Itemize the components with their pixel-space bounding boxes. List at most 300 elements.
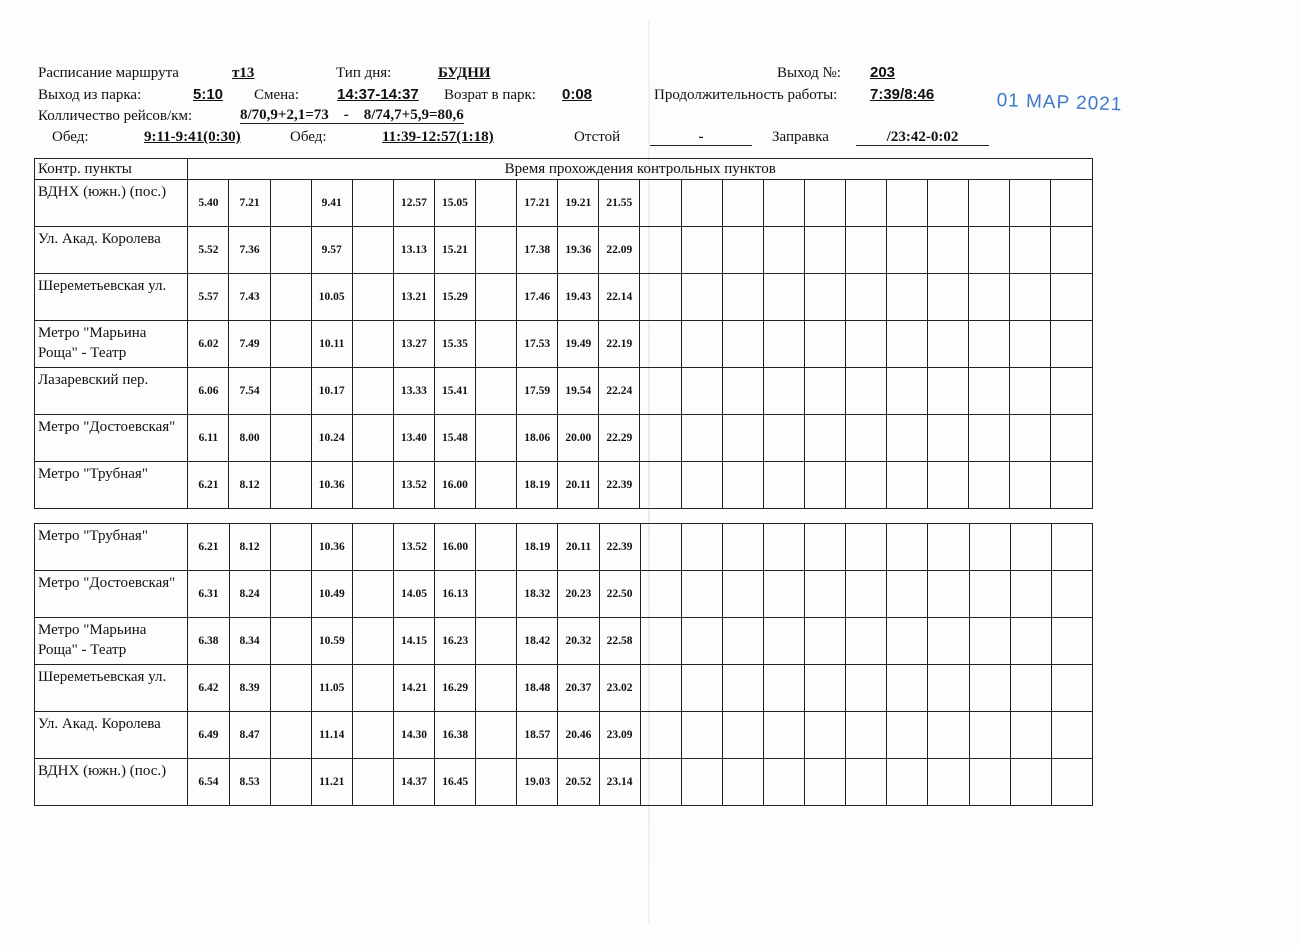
time-cell: 20.46 <box>558 712 599 759</box>
time-cell <box>722 759 763 806</box>
time-cell <box>640 712 681 759</box>
time-cell: 10.59 <box>311 618 352 665</box>
time-cell <box>681 524 722 571</box>
time-cell <box>763 415 804 462</box>
checkpoint-name: ВДНХ (южн.) (пос.) <box>35 759 188 806</box>
time-cell <box>640 524 681 571</box>
return-label: Возрат в парк: <box>444 87 536 103</box>
time-cell <box>722 712 763 759</box>
time-cell <box>805 571 846 618</box>
time-cell <box>886 321 927 368</box>
time-cell: 10.49 <box>311 571 352 618</box>
time-cell <box>640 368 681 415</box>
route-label: Расписание маршрута <box>38 65 179 81</box>
schedule-row <box>35 665 1093 712</box>
time-cell <box>928 712 969 759</box>
time-cell: 22.19 <box>599 321 640 368</box>
time-cell <box>352 571 393 618</box>
checkpoint-name: Шереметьевская ул. <box>35 665 188 712</box>
time-cell: 10.36 <box>311 462 352 509</box>
time-cell: 6.42 <box>188 665 229 712</box>
time-cell <box>352 321 393 368</box>
checkpoint-name: Ул. Акад. Королева <box>35 712 188 759</box>
lunch2-label: Обед: <box>290 129 327 145</box>
forward-schedule-table <box>34 158 1093 509</box>
time-cell: 19.36 <box>558 227 599 274</box>
time-cell: 17.59 <box>517 368 558 415</box>
time-cell <box>476 665 517 712</box>
time-cell: 6.02 <box>188 321 229 368</box>
time-cell <box>476 712 517 759</box>
time-cell <box>270 274 311 321</box>
time-cell <box>270 665 311 712</box>
time-cell: 5.57 <box>188 274 229 321</box>
schedule-row <box>35 712 1093 759</box>
time-cell: 10.24 <box>311 415 352 462</box>
time-cell: 7.36 <box>229 227 270 274</box>
time-cell <box>640 415 681 462</box>
time-cell: 22.50 <box>599 571 640 618</box>
checkpoint-name: Метро "Трубная" <box>35 462 188 509</box>
time-cell <box>804 180 845 227</box>
time-cell <box>722 462 763 509</box>
time-cell <box>681 227 722 274</box>
time-cell: 16.00 <box>434 462 475 509</box>
time-cell <box>722 524 763 571</box>
time-cell <box>270 524 311 571</box>
time-cell: 14.21 <box>393 665 434 712</box>
time-cell <box>640 321 681 368</box>
time-cell <box>846 524 887 571</box>
schedule-row <box>35 274 1093 321</box>
time-cell <box>804 462 845 509</box>
time-cell <box>476 368 517 415</box>
time-cell: 16.45 <box>435 759 476 806</box>
schedule-row <box>35 415 1093 462</box>
time-cell <box>722 665 763 712</box>
lunch1-label: Обед: <box>52 129 89 145</box>
time-cell <box>805 665 846 712</box>
time-cell: 20.00 <box>558 415 599 462</box>
time-cell: 18.32 <box>517 571 558 618</box>
time-cell <box>763 462 804 509</box>
time-cell: 22.24 <box>599 368 640 415</box>
time-cell: 15.21 <box>434 227 475 274</box>
time-cell <box>681 368 722 415</box>
time-cell <box>681 274 722 321</box>
time-cell <box>928 759 969 806</box>
time-cell: 15.29 <box>434 274 475 321</box>
time-cell <box>270 571 311 618</box>
time-cell <box>1051 227 1093 274</box>
time-cell <box>763 180 804 227</box>
time-cell <box>969 180 1010 227</box>
schedule-row <box>35 462 1093 509</box>
time-cell: 16.13 <box>435 571 476 618</box>
time-cell <box>681 415 722 462</box>
time-cell: 8.39 <box>229 665 270 712</box>
date-stamp: 01 MAP 2021 <box>996 90 1123 116</box>
time-cell <box>1010 712 1051 759</box>
time-cell <box>640 274 681 321</box>
time-cell: 15.48 <box>434 415 475 462</box>
time-cell: 23.14 <box>599 759 640 806</box>
time-cell <box>763 227 804 274</box>
time-cell <box>969 571 1010 618</box>
time-cell: 9.41 <box>311 180 352 227</box>
time-cell <box>928 274 969 321</box>
schedule-row <box>35 368 1093 415</box>
time-cell: 16.23 <box>435 618 476 665</box>
time-cell <box>352 180 393 227</box>
time-cell: 17.53 <box>517 321 558 368</box>
time-cell: 11.05 <box>311 665 352 712</box>
time-cell <box>270 180 311 227</box>
time-cell: 20.11 <box>558 462 599 509</box>
time-cell <box>804 368 845 415</box>
time-cell <box>969 462 1010 509</box>
checkpoint-name: Метро "Трубная" <box>35 524 188 571</box>
time-cell: 6.38 <box>188 618 229 665</box>
schedule-row <box>35 524 1093 571</box>
time-cell: 23.02 <box>599 665 640 712</box>
time-cell <box>1051 180 1093 227</box>
time-cell <box>1010 368 1051 415</box>
time-cell <box>1010 462 1051 509</box>
shift-value: 14:37-14:37 <box>337 86 419 103</box>
time-cell <box>352 618 393 665</box>
time-cell: 13.33 <box>393 368 434 415</box>
time-cell <box>722 321 763 368</box>
time-cell <box>969 227 1010 274</box>
time-cell <box>886 462 927 509</box>
time-cell <box>681 712 722 759</box>
time-cell <box>476 759 517 806</box>
time-cell: 8.12 <box>229 524 270 571</box>
time-cell: 19.43 <box>558 274 599 321</box>
time-cell <box>887 665 928 712</box>
time-cell <box>845 321 886 368</box>
time-cell <box>846 618 887 665</box>
lunch2-value: 11:39-12:57(1:18) <box>382 129 494 145</box>
time-cell <box>969 759 1010 806</box>
time-cell <box>845 180 886 227</box>
times-header: Время прохождения контрольных пунктов <box>188 159 1093 180</box>
time-cell <box>352 712 393 759</box>
time-cell <box>352 462 393 509</box>
time-cell <box>1051 571 1092 618</box>
time-cell <box>681 618 722 665</box>
time-cell: 22.39 <box>599 462 640 509</box>
time-cell <box>969 321 1010 368</box>
time-cell: 22.09 <box>599 227 640 274</box>
time-cell: 6.31 <box>188 571 229 618</box>
time-cell <box>886 415 927 462</box>
time-cell <box>722 227 763 274</box>
time-cell <box>1010 665 1051 712</box>
time-cell: 11.14 <box>311 712 352 759</box>
time-cell <box>1010 227 1051 274</box>
time-cell: 10.05 <box>311 274 352 321</box>
time-cell: 20.32 <box>558 618 599 665</box>
time-cell: 19.54 <box>558 368 599 415</box>
time-cell: 11.21 <box>311 759 352 806</box>
time-cell <box>270 618 311 665</box>
time-cell <box>846 571 887 618</box>
time-cell <box>640 227 681 274</box>
time-cell <box>763 571 804 618</box>
time-cell <box>887 571 928 618</box>
layover-value: - <box>650 129 752 146</box>
time-cell <box>1010 524 1051 571</box>
time-cell <box>763 368 804 415</box>
time-cell <box>763 321 804 368</box>
time-cell: 6.49 <box>188 712 229 759</box>
time-cell <box>886 227 927 274</box>
time-cell <box>270 759 311 806</box>
time-cell <box>476 274 517 321</box>
time-cell <box>928 524 969 571</box>
time-cell <box>722 618 763 665</box>
time-cell <box>640 462 681 509</box>
time-cell <box>846 712 887 759</box>
time-cell: 6.21 <box>188 524 229 571</box>
time-cell: 19.03 <box>517 759 558 806</box>
checkpoint-name: Ул. Акад. Королева <box>35 227 188 274</box>
time-cell <box>845 462 886 509</box>
time-cell: 12.57 <box>393 180 434 227</box>
time-cell <box>270 368 311 415</box>
time-cell: 22.39 <box>599 524 640 571</box>
time-cell: 14.37 <box>393 759 434 806</box>
time-cell: 21.55 <box>599 180 640 227</box>
time-cell: 13.52 <box>393 462 434 509</box>
layover-label: Отстой <box>574 129 621 145</box>
time-cell <box>681 462 722 509</box>
time-cell: 8.12 <box>229 462 270 509</box>
time-cell: 16.38 <box>435 712 476 759</box>
time-cell <box>476 321 517 368</box>
time-cell <box>969 665 1010 712</box>
backward-schedule-table <box>34 523 1093 806</box>
time-cell <box>969 368 1010 415</box>
checkpoint-name: ВДНХ (южн.) (пос.) <box>35 180 188 227</box>
time-cell <box>887 759 928 806</box>
exit-value: 203 <box>870 64 896 81</box>
time-cell <box>805 712 846 759</box>
time-cell <box>804 227 845 274</box>
time-cell <box>1051 618 1092 665</box>
time-cell: 16.00 <box>435 524 476 571</box>
time-cell <box>476 415 517 462</box>
time-cell <box>928 571 969 618</box>
time-cell <box>928 618 969 665</box>
time-cell <box>887 618 928 665</box>
time-cell <box>805 759 846 806</box>
time-cell <box>476 227 517 274</box>
time-cell: 18.42 <box>517 618 558 665</box>
time-cell <box>681 665 722 712</box>
time-cell <box>1010 759 1051 806</box>
time-cell <box>805 618 846 665</box>
time-cell <box>763 759 804 806</box>
time-cell: 10.36 <box>311 524 352 571</box>
time-cell <box>352 524 393 571</box>
time-cell <box>640 571 681 618</box>
shift-label: Смена: <box>254 87 300 103</box>
time-cell: 13.27 <box>393 321 434 368</box>
time-cell <box>352 368 393 415</box>
time-cell <box>1051 321 1093 368</box>
time-cell: 15.35 <box>434 321 475 368</box>
time-cell <box>270 712 311 759</box>
time-cell <box>763 618 804 665</box>
time-cell <box>928 321 969 368</box>
time-cell <box>805 524 846 571</box>
time-cell: 8.00 <box>229 415 270 462</box>
time-cell <box>969 274 1010 321</box>
time-cell: 23.09 <box>599 712 640 759</box>
time-cell: 7.43 <box>229 274 270 321</box>
time-cell: 18.06 <box>517 415 558 462</box>
trips-value: 8/70,9+2,1=73 - 8/74,7+5,9=80,6 <box>240 107 464 123</box>
time-cell <box>1010 618 1051 665</box>
time-cell <box>886 368 927 415</box>
time-cell <box>681 321 722 368</box>
time-cell: 10.11 <box>311 321 352 368</box>
schedule-row <box>35 759 1093 806</box>
time-cell: 5.52 <box>188 227 229 274</box>
time-cell <box>640 618 681 665</box>
time-cell: 17.38 <box>517 227 558 274</box>
time-cell: 18.48 <box>517 665 558 712</box>
time-cell <box>886 274 927 321</box>
time-cell: 13.40 <box>393 415 434 462</box>
time-cell <box>1010 571 1051 618</box>
time-cell: 22.29 <box>599 415 640 462</box>
time-cell: 7.49 <box>229 321 270 368</box>
exit-label: Выход №: <box>777 65 841 81</box>
time-cell <box>722 571 763 618</box>
route-value: т13 <box>232 65 255 81</box>
time-cell <box>804 321 845 368</box>
time-cell <box>681 180 722 227</box>
time-cell <box>1051 759 1092 806</box>
time-cell <box>928 665 969 712</box>
time-cell: 13.13 <box>393 227 434 274</box>
time-cell: 18.19 <box>517 462 558 509</box>
schedule-row <box>35 321 1093 368</box>
time-cell: 18.57 <box>517 712 558 759</box>
time-cell <box>969 618 1010 665</box>
time-cell <box>928 227 969 274</box>
duration-label: Продолжительность работы: <box>654 87 838 103</box>
time-cell <box>476 524 517 571</box>
time-cell: 7.21 <box>229 180 270 227</box>
time-cell <box>476 571 517 618</box>
time-cell <box>969 712 1010 759</box>
time-cell <box>640 759 681 806</box>
time-cell <box>640 665 681 712</box>
time-cell <box>804 274 845 321</box>
time-cell: 18.19 <box>517 524 558 571</box>
time-cell <box>352 415 393 462</box>
time-cell: 16.29 <box>435 665 476 712</box>
time-cell <box>1051 368 1093 415</box>
time-cell: 20.37 <box>558 665 599 712</box>
schedule-row <box>35 571 1093 618</box>
time-cell <box>1010 180 1051 227</box>
time-cell <box>1051 462 1093 509</box>
time-cell <box>476 618 517 665</box>
time-cell <box>887 712 928 759</box>
checkpoint-name: Метро "Марьина Роща" - Театр <box>35 618 188 665</box>
time-cell: 6.06 <box>188 368 229 415</box>
time-cell <box>845 368 886 415</box>
time-cell <box>1051 524 1092 571</box>
schedule-row <box>35 227 1093 274</box>
schedule-row <box>35 180 1093 227</box>
time-cell: 14.30 <box>393 712 434 759</box>
time-cell <box>928 415 969 462</box>
duration-value: 7:39/8:46 <box>870 86 935 103</box>
time-cell <box>763 665 804 712</box>
time-cell: 6.11 <box>188 415 229 462</box>
time-cell <box>352 274 393 321</box>
time-cell <box>845 274 886 321</box>
time-cell <box>270 415 311 462</box>
time-cell <box>722 274 763 321</box>
time-cell: 8.34 <box>229 618 270 665</box>
time-cell: 22.14 <box>599 274 640 321</box>
time-cell: 17.46 <box>517 274 558 321</box>
time-cell: 8.53 <box>229 759 270 806</box>
checkpoint-name: Лазаревский пер. <box>35 368 188 415</box>
points-header: Контр. пункты <box>35 159 188 180</box>
time-cell: 15.05 <box>434 180 475 227</box>
lunch1-value: 9:11-9:41(0:30) <box>144 129 241 145</box>
return-value: 0:08 <box>562 86 593 103</box>
time-cell: 8.24 <box>229 571 270 618</box>
time-cell <box>763 712 804 759</box>
time-cell: 7.54 <box>229 368 270 415</box>
time-cell <box>722 180 763 227</box>
time-cell <box>886 180 927 227</box>
time-cell <box>352 665 393 712</box>
time-cell <box>681 571 722 618</box>
time-cell: 6.54 <box>188 759 229 806</box>
time-cell <box>681 759 722 806</box>
time-cell: 20.52 <box>558 759 599 806</box>
daytype-label: Тип дня: <box>336 65 392 81</box>
time-cell: 19.49 <box>558 321 599 368</box>
time-cell: 10.17 <box>311 368 352 415</box>
time-cell <box>352 227 393 274</box>
time-cell: 20.23 <box>558 571 599 618</box>
time-cell: 6.21 <box>188 462 229 509</box>
time-cell <box>846 759 887 806</box>
time-cell <box>1051 274 1093 321</box>
time-cell <box>928 180 969 227</box>
time-cell: 17.21 <box>517 180 558 227</box>
time-cell <box>1051 712 1092 759</box>
time-cell <box>969 524 1010 571</box>
fuel-label: Заправка <box>772 129 829 145</box>
depart-label: Выход из парка: <box>38 87 142 103</box>
checkpoint-name: Метро "Марьина Роща" - Театр <box>35 321 188 368</box>
time-cell <box>846 665 887 712</box>
time-cell <box>969 415 1010 462</box>
